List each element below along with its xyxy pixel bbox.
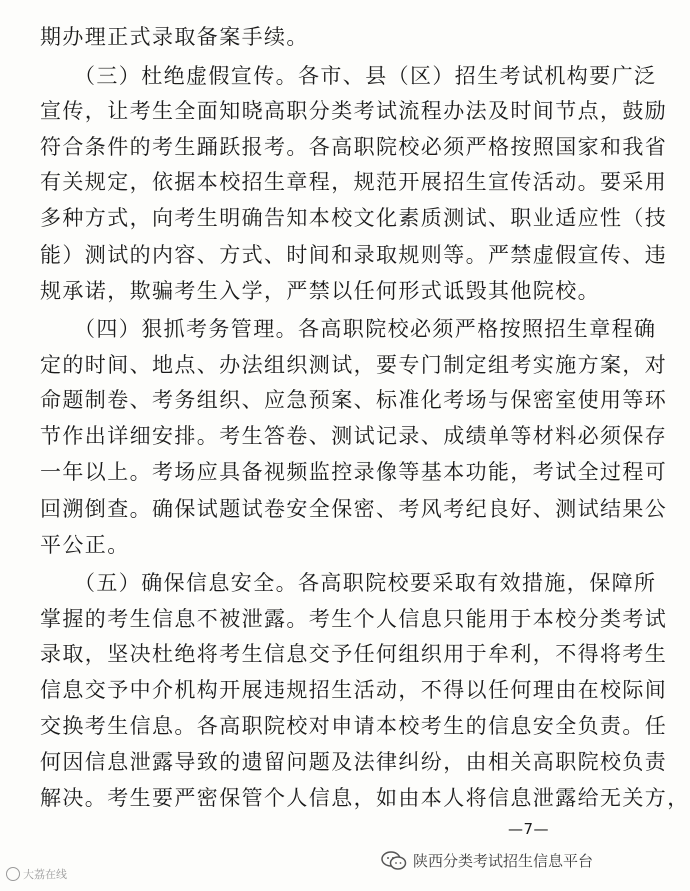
text-line: 能）测试的内容、方式、时间和录取规则等。严禁虚假宣传、违: [40, 243, 668, 267]
text-line: 何因信息泄露导致的遗留问题及法律纠纷，由相关高职院校负责: [40, 750, 668, 774]
text-line: 录取，坚决杜绝将考生信息交予任何组织用于牟利，不得将考生: [40, 642, 668, 666]
text-line: 信息交予中介机构开展违规招生活动，不得以任何理由在校际间: [40, 678, 668, 702]
watermark-right: [381, 850, 593, 871]
weibo-icon: [6, 867, 20, 881]
watermark-left-text: 大荔在线: [23, 868, 67, 881]
page-number: —7—: [507, 820, 549, 838]
watermark-right-text: 陕西分类考试招生信息平台: [412, 852, 593, 870]
text-line: （三）杜绝虚假宣传。各市、县（区）招生考试机构要广泛: [74, 64, 657, 88]
wechat-icon: [381, 851, 407, 871]
text-line: 有关规定，依据本校招生章程，规范开展招生宣传活动。要采用: [40, 170, 668, 194]
text-line: 交换考生信息。各高职院校对申请本校考生的信息安全负责。任: [40, 714, 668, 738]
text-line: 平公正。: [40, 533, 130, 557]
text-line: 回溯倒查。确保试题试卷安全保密、考风考纪良好、测试结果公: [40, 497, 668, 521]
text-line: （四）狠抓考务管理。各高职院校必须严格按照招生章程确: [74, 317, 657, 341]
text-line: 多种方式，向考生明确告知本校文化素质测试、职业适应性（技: [40, 206, 668, 230]
watermark-left: [6, 866, 67, 882]
text-line: 符合条件的考生踊跃报考。各高职院校必须严格按照国家和我省: [40, 135, 668, 159]
text-line: 节作出详细安排。考生答卷、测试记录、成绩单等材料必须保存: [40, 424, 668, 448]
text-line: （五）确保信息安全。各高职院校要采取有效措施，保障所: [74, 571, 657, 595]
text-line: 解决。考生要严密保管个人信息，如由本人将信息泄露给无关方，: [40, 786, 690, 810]
text-line: 掌握的考生信息不被泄露。考生个人信息只能用于本校分类考试: [40, 607, 668, 631]
text-line: 宣传，让考生全面知晓高职分类考试流程办法及时间节点，鼓励: [40, 99, 668, 123]
text-line: 一年以上。考场应具备视频监控录像等基本功能，考试全过程可: [40, 460, 668, 484]
text-line: 定的时间、地点、办法组织测试，要专门制定组考实施方案，对: [40, 353, 668, 377]
text-line: 期办理正式录取备案手续。: [40, 25, 309, 49]
text-line: 命题制卷、考务组织、应急预案、标准化考场与保密室使用等环: [40, 388, 668, 412]
text-line: 规承诺，欺骗考生入学，严禁以任何形式诋毁其他院校。: [40, 279, 600, 303]
